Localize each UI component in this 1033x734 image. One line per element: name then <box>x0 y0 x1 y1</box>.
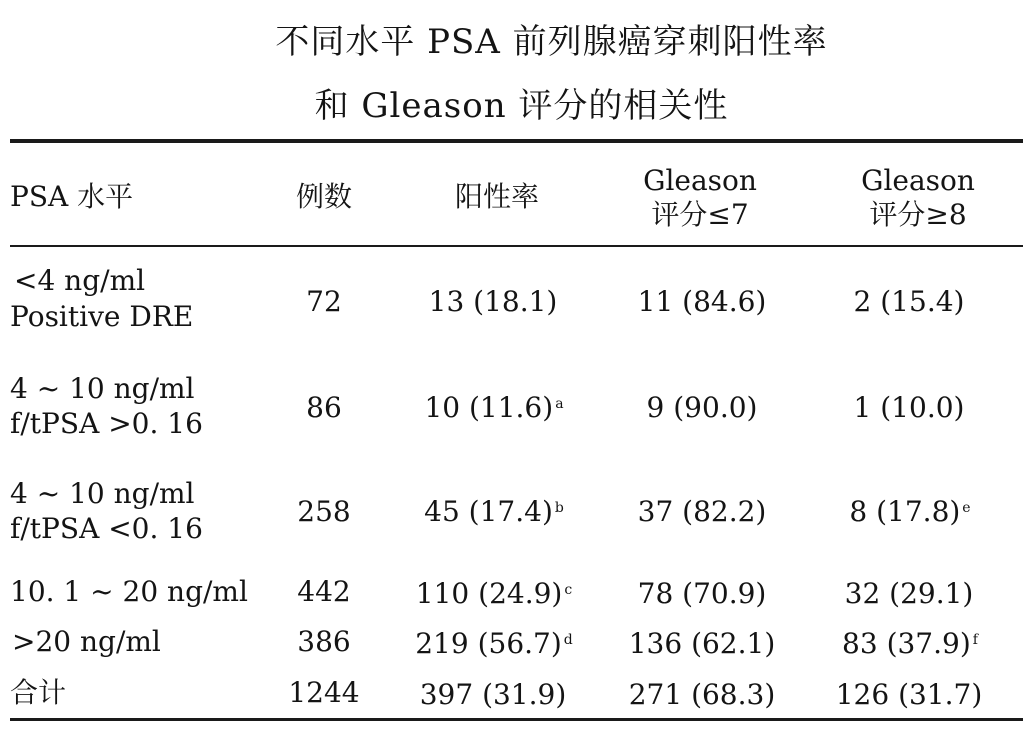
cell-gleason-le7: 9 (90.0) <box>646 391 758 424</box>
cell-cases: 386 <box>297 625 351 658</box>
table-top-rule <box>10 139 1023 143</box>
cell-positive <box>415 627 573 661</box>
cell-positive-mark: d <box>563 632 573 648</box>
cell-gleason-le7: 78 (70.9) <box>637 577 767 610</box>
cell-positive-value: 397 (31.9) <box>419 678 567 711</box>
cell-positive-mark: c <box>564 582 573 598</box>
cell-cases: 86 <box>306 391 342 424</box>
cell-positive-value: 110 (24.9) <box>415 577 563 610</box>
table-bottom-rule <box>10 718 1023 721</box>
cell-gleason-le7: 11 (84.6) <box>637 285 767 318</box>
cell-gleason-le7: 136 (62.1) <box>628 627 776 660</box>
table-header-rule <box>10 245 1023 247</box>
cell-positive-value: 10 (11.6) <box>424 391 554 424</box>
cell-gleason-ge8-value: 83 (37.9) <box>842 627 971 660</box>
cell-gleason-ge8 <box>836 678 985 712</box>
cell-positive <box>420 678 569 712</box>
cell-cases: 72 <box>306 285 342 318</box>
cell-gleason-le7: 271 (68.3) <box>628 678 776 711</box>
cell-gleason-ge8-value: 126 (31.7) <box>835 678 983 711</box>
cell-gleason-ge8 <box>842 627 978 661</box>
cell-positive-mark: b <box>554 500 564 516</box>
row-label-line1: 合计 <box>10 676 67 709</box>
cell-gleason-ge8 <box>849 495 970 529</box>
cell-positive-value: 219 (56.7) <box>415 627 562 660</box>
cell-gleason-le7: 37 (82.2) <box>637 495 767 528</box>
header-gleason-le7-line1: Gleason <box>643 164 757 197</box>
row-label-line2: f/tPSA <0. 16 <box>10 512 203 545</box>
cell-gleason-ge8-value: 1 (10.0) <box>853 391 965 424</box>
cell-cases: 442 <box>297 575 351 608</box>
cell-positive <box>429 285 560 319</box>
cell-positive <box>416 577 572 611</box>
header-gleason-ge8 <box>861 164 975 232</box>
cell-gleason-ge8 <box>854 285 967 319</box>
row-label-line1: 4 ~ 10 ng/ml <box>10 477 195 510</box>
header-gleason-ge8-line2: 评分≥8 <box>869 198 967 231</box>
table-title-line-2: 和 Gleason 评分的相关性 <box>314 86 729 126</box>
cell-gleason-ge8-mark: f <box>972 632 978 648</box>
cell-gleason-ge8-value: 8 (17.8) <box>849 495 961 528</box>
cell-positive-value: 13 (18.1) <box>428 285 558 318</box>
row-label-line1: 10. 1 ~ 20 ng/ml <box>10 575 248 608</box>
cell-positive <box>424 495 564 529</box>
cell-positive-value: 45 (17.4) <box>424 495 553 528</box>
row-label-line2: f/tPSA >0. 16 <box>10 407 203 440</box>
cell-gleason-ge8-mark: e <box>962 500 971 516</box>
row-label-line2: Positive DRE <box>10 300 194 333</box>
header-psa-level: PSA 水平 <box>10 180 134 213</box>
cell-gleason-ge8-value: 2 (15.4) <box>853 285 965 318</box>
header-positive-rate: 阳性率 <box>454 180 540 213</box>
row-label-line1: >20 ng/ml <box>12 625 161 658</box>
header-gleason-ge8-line1: Gleason <box>861 164 975 197</box>
cell-positive <box>424 391 563 425</box>
row-label-line1: <4 ng/ml <box>14 264 146 297</box>
header-gleason-le7 <box>643 164 757 232</box>
header-gleason-le7-line2: 评分≤7 <box>651 198 749 231</box>
cell-gleason-ge8-value: 32 (29.1) <box>844 577 974 610</box>
table-title-line-1: 不同水平 PSA 前列腺癌穿刺阳性率 <box>275 22 828 62</box>
cell-gleason-ge8 <box>845 577 976 611</box>
cell-gleason-ge8 <box>854 391 967 425</box>
cell-positive-mark: a <box>555 396 564 412</box>
row-label-line1: 4 ~ 10 ng/ml <box>10 372 195 405</box>
cell-cases: 1244 <box>288 676 360 709</box>
cell-cases: 258 <box>297 495 351 528</box>
header-cases: 例数 <box>295 180 353 213</box>
